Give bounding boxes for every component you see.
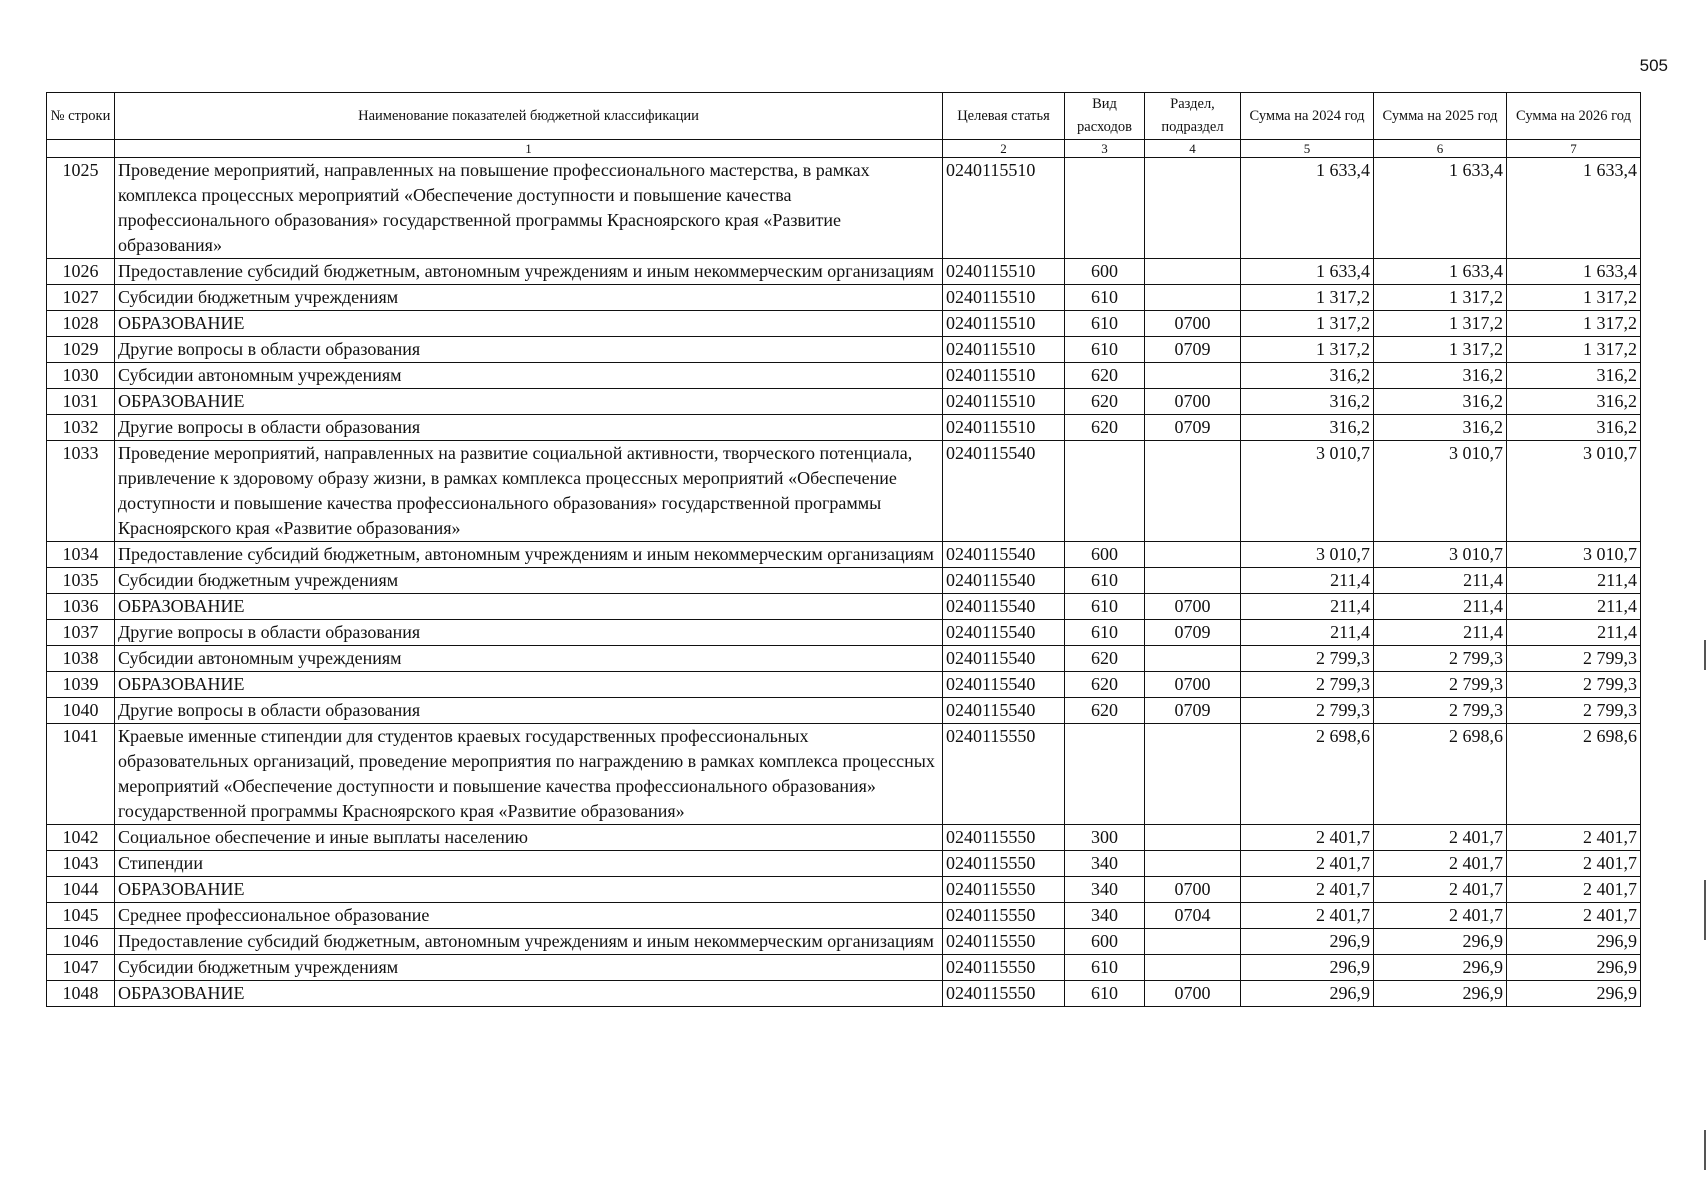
row-target-article: 0240115550	[943, 955, 1065, 981]
row-name: ОБРАЗОВАНИЕ	[115, 877, 943, 903]
row-sum-2025: 211,4	[1374, 594, 1507, 620]
row-number: 1029	[47, 337, 115, 363]
row-section	[1145, 441, 1241, 542]
row-sum-2025: 211,4	[1374, 620, 1507, 646]
row-sum-2024: 2 401,7	[1241, 851, 1374, 877]
row-expense-type: 600	[1065, 259, 1145, 285]
row-sum-2024: 211,4	[1241, 568, 1374, 594]
row-expense-type: 610	[1065, 337, 1145, 363]
row-section: 0709	[1145, 415, 1241, 441]
row-section	[1145, 646, 1241, 672]
row-section	[1145, 542, 1241, 568]
row-name: Субсидии бюджетным учреждениям	[115, 955, 943, 981]
row-sum-2026: 3 010,7	[1507, 542, 1641, 568]
table-row	[47, 158, 1641, 259]
table-body	[47, 158, 1641, 1007]
row-sum-2026: 1 317,2	[1507, 311, 1641, 337]
row-target-article: 0240115510	[943, 285, 1065, 311]
column-number: 5	[1241, 140, 1374, 158]
header-row-number: № строки	[47, 93, 115, 140]
row-expense-type: 610	[1065, 620, 1145, 646]
row-section: 0709	[1145, 620, 1241, 646]
row-number: 1041	[47, 724, 115, 825]
row-sum-2024: 1 633,4	[1241, 259, 1374, 285]
row-name: ОБРАЗОВАНИЕ	[115, 389, 943, 415]
table-row	[47, 311, 1641, 337]
row-sum-2024: 211,4	[1241, 620, 1374, 646]
row-sum-2024: 2 698,6	[1241, 724, 1374, 825]
table-row	[47, 285, 1641, 311]
row-sum-2024: 296,9	[1241, 955, 1374, 981]
header-sum-2026: Сумма на 2026 год	[1507, 93, 1641, 140]
row-sum-2026: 1 317,2	[1507, 285, 1641, 311]
row-expense-type: 620	[1065, 672, 1145, 698]
row-expense-type: 620	[1065, 389, 1145, 415]
header-target-article: Целевая статья	[943, 93, 1065, 140]
row-section	[1145, 851, 1241, 877]
table-row	[47, 259, 1641, 285]
table-row	[47, 981, 1641, 1007]
row-number: 1031	[47, 389, 115, 415]
row-sum-2026: 316,2	[1507, 389, 1641, 415]
row-sum-2025: 296,9	[1374, 929, 1507, 955]
row-sum-2024: 2 401,7	[1241, 903, 1374, 929]
row-sum-2024: 316,2	[1241, 363, 1374, 389]
row-target-article: 0240115550	[943, 825, 1065, 851]
row-sum-2026: 2 698,6	[1507, 724, 1641, 825]
row-section	[1145, 568, 1241, 594]
table-row	[47, 672, 1641, 698]
table-row	[47, 620, 1641, 646]
row-section	[1145, 955, 1241, 981]
row-name: Субсидии бюджетным учреждениям	[115, 285, 943, 311]
row-sum-2026: 296,9	[1507, 955, 1641, 981]
row-name: Другие вопросы в области образования	[115, 698, 943, 724]
row-target-article: 0240115540	[943, 542, 1065, 568]
row-sum-2025: 316,2	[1374, 415, 1507, 441]
row-expense-type: 340	[1065, 903, 1145, 929]
row-number: 1045	[47, 903, 115, 929]
column-number: 3	[1065, 140, 1145, 158]
row-expense-type: 610	[1065, 981, 1145, 1007]
row-sum-2025: 1 317,2	[1374, 311, 1507, 337]
row-name: Другие вопросы в области образования	[115, 337, 943, 363]
row-section	[1145, 825, 1241, 851]
row-number: 1042	[47, 825, 115, 851]
row-name: Проведение мероприятий, направленных на повышение профессионального мастерства, в рамках комплекса процессных мероприятий «Обеспечение доступности и повышение качества профессионального образования» государственной программы Красноярского края «Развитие образования»	[115, 158, 943, 259]
row-target-article: 0240115510	[943, 363, 1065, 389]
budget-table	[46, 92, 1641, 1007]
table-row	[47, 441, 1641, 542]
row-section: 0709	[1145, 698, 1241, 724]
row-section	[1145, 363, 1241, 389]
column-number-blank	[47, 140, 115, 158]
row-number: 1043	[47, 851, 115, 877]
row-name: Другие вопросы в области образования	[115, 415, 943, 441]
row-sum-2025: 2 401,7	[1374, 877, 1507, 903]
row-sum-2026: 211,4	[1507, 594, 1641, 620]
row-name: Субсидии автономным учреждениям	[115, 646, 943, 672]
row-number: 1033	[47, 441, 115, 542]
row-sum-2024: 1 317,2	[1241, 337, 1374, 363]
row-name: Предоставление субсидий бюджетным, автономным учреждениям и иным некоммерческим организациям	[115, 259, 943, 285]
row-number: 1046	[47, 929, 115, 955]
row-sum-2026: 3 010,7	[1507, 441, 1641, 542]
row-section: 0709	[1145, 337, 1241, 363]
row-target-article: 0240115550	[943, 929, 1065, 955]
header-sum-2025: Сумма на 2025 год	[1374, 93, 1507, 140]
row-sum-2026: 2 401,7	[1507, 877, 1641, 903]
row-section	[1145, 158, 1241, 259]
row-target-article: 0240115510	[943, 158, 1065, 259]
row-name: Стипендии	[115, 851, 943, 877]
column-numbers-row	[47, 140, 1641, 158]
row-sum-2024: 2 401,7	[1241, 825, 1374, 851]
row-name: Проведение мероприятий, направленных на развитие социальной активности, творческого потенциала, привлечение к здоровому образу жизни, в рамках комплекса процессных мероприятий «Обеспечение доступности и повышение качества профессионального образования» государственной программы Красноярского края «Развитие образования»	[115, 441, 943, 542]
row-expense-type	[1065, 158, 1145, 259]
row-section	[1145, 259, 1241, 285]
row-sum-2024: 296,9	[1241, 929, 1374, 955]
row-name: Предоставление субсидий бюджетным, автономным учреждениям и иным некоммерческим организациям	[115, 542, 943, 568]
row-expense-type: 620	[1065, 646, 1145, 672]
row-number: 1028	[47, 311, 115, 337]
table-row	[47, 724, 1641, 825]
row-target-article: 0240115550	[943, 903, 1065, 929]
row-target-article: 0240115510	[943, 389, 1065, 415]
row-sum-2025: 296,9	[1374, 981, 1507, 1007]
row-section: 0700	[1145, 311, 1241, 337]
table-header-row	[47, 93, 1641, 140]
header-name: Наименование показателей бюджетной классификации	[115, 93, 943, 140]
row-number: 1039	[47, 672, 115, 698]
row-expense-type: 610	[1065, 568, 1145, 594]
row-number: 1044	[47, 877, 115, 903]
column-number: 1	[115, 140, 943, 158]
row-expense-type	[1065, 724, 1145, 825]
row-sum-2026: 2 799,3	[1507, 698, 1641, 724]
table-row	[47, 955, 1641, 981]
row-sum-2025: 2 401,7	[1374, 903, 1507, 929]
row-sum-2024: 2 799,3	[1241, 672, 1374, 698]
row-expense-type: 610	[1065, 955, 1145, 981]
row-name: Краевые именные стипендии для студентов краевых государственных профессиональных образовательных организаций, проведение мероприятия по награждению в рамках комплекса процессных мероприятий «Обеспечение доступности и повышение качества профессионального образования» государственной программы Красноярского края «Развитие образования»	[115, 724, 943, 825]
row-sum-2025: 1 317,2	[1374, 337, 1507, 363]
column-number: 2	[943, 140, 1065, 158]
table-row	[47, 389, 1641, 415]
header-section: Раздел, подраздел	[1145, 93, 1241, 140]
row-sum-2025: 1 633,4	[1374, 158, 1507, 259]
row-sum-2025: 316,2	[1374, 363, 1507, 389]
row-name: Социальное обеспечение и иные выплаты населению	[115, 825, 943, 851]
row-number: 1035	[47, 568, 115, 594]
row-sum-2026: 2 401,7	[1507, 851, 1641, 877]
row-target-article: 0240115510	[943, 337, 1065, 363]
row-number: 1040	[47, 698, 115, 724]
row-sum-2025: 1 633,4	[1374, 259, 1507, 285]
row-sum-2026: 2 799,3	[1507, 646, 1641, 672]
row-sum-2025: 2 401,7	[1374, 851, 1507, 877]
row-sum-2024: 2 799,3	[1241, 646, 1374, 672]
row-target-article: 0240115540	[943, 646, 1065, 672]
row-sum-2026: 1 633,4	[1507, 158, 1641, 259]
row-expense-type: 610	[1065, 594, 1145, 620]
row-expense-type: 340	[1065, 851, 1145, 877]
row-sum-2024: 316,2	[1241, 389, 1374, 415]
row-sum-2025: 2 799,3	[1374, 646, 1507, 672]
row-number: 1032	[47, 415, 115, 441]
row-section: 0700	[1145, 672, 1241, 698]
row-sum-2026: 1 317,2	[1507, 337, 1641, 363]
row-sum-2025: 3 010,7	[1374, 542, 1507, 568]
row-expense-type: 620	[1065, 363, 1145, 389]
row-section: 0700	[1145, 981, 1241, 1007]
row-target-article: 0240115540	[943, 672, 1065, 698]
row-sum-2026: 2 401,7	[1507, 903, 1641, 929]
row-sum-2025: 3 010,7	[1374, 441, 1507, 542]
row-target-article: 0240115550	[943, 877, 1065, 903]
row-number: 1038	[47, 646, 115, 672]
row-sum-2025: 2 799,3	[1374, 698, 1507, 724]
table-row	[47, 542, 1641, 568]
column-number: 4	[1145, 140, 1241, 158]
row-sum-2024: 1 317,2	[1241, 311, 1374, 337]
row-section	[1145, 724, 1241, 825]
row-sum-2025: 296,9	[1374, 955, 1507, 981]
row-target-article: 0240115550	[943, 851, 1065, 877]
row-target-article: 0240115510	[943, 311, 1065, 337]
row-sum-2024: 1 317,2	[1241, 285, 1374, 311]
row-name: ОБРАЗОВАНИЕ	[115, 594, 943, 620]
row-sum-2026: 296,9	[1507, 929, 1641, 955]
row-target-article: 0240115550	[943, 981, 1065, 1007]
row-sum-2026: 211,4	[1507, 620, 1641, 646]
page-number: 505	[1639, 56, 1668, 75]
column-number: 6	[1374, 140, 1507, 158]
row-sum-2026: 2 401,7	[1507, 825, 1641, 851]
row-expense-type: 340	[1065, 877, 1145, 903]
row-sum-2026: 316,2	[1507, 363, 1641, 389]
row-name: ОБРАЗОВАНИЕ	[115, 311, 943, 337]
header-sum-2024: Сумма на 2024 год	[1241, 93, 1374, 140]
table-row	[47, 415, 1641, 441]
table-row	[47, 698, 1641, 724]
row-expense-type: 610	[1065, 285, 1145, 311]
row-sum-2024: 211,4	[1241, 594, 1374, 620]
row-name: Другие вопросы в области образования	[115, 620, 943, 646]
row-sum-2025: 1 317,2	[1374, 285, 1507, 311]
row-sum-2024: 296,9	[1241, 981, 1374, 1007]
row-sum-2024: 3 010,7	[1241, 441, 1374, 542]
row-section: 0700	[1145, 877, 1241, 903]
column-number: 7	[1507, 140, 1641, 158]
row-target-article: 0240115540	[943, 594, 1065, 620]
row-target-article: 0240115540	[943, 441, 1065, 542]
row-target-article: 0240115510	[943, 415, 1065, 441]
row-number: 1026	[47, 259, 115, 285]
header-expense-type: Вид расходов	[1065, 93, 1145, 140]
table-row	[47, 903, 1641, 929]
row-sum-2024: 1 633,4	[1241, 158, 1374, 259]
row-sum-2026: 211,4	[1507, 568, 1641, 594]
row-number: 1037	[47, 620, 115, 646]
row-sum-2024: 2 401,7	[1241, 877, 1374, 903]
row-sum-2026: 316,2	[1507, 415, 1641, 441]
row-target-article: 0240115550	[943, 724, 1065, 825]
row-number: 1034	[47, 542, 115, 568]
row-number: 1047	[47, 955, 115, 981]
row-name: ОБРАЗОВАНИЕ	[115, 981, 943, 1007]
row-section: 0700	[1145, 389, 1241, 415]
row-expense-type: 610	[1065, 311, 1145, 337]
row-sum-2025: 2 401,7	[1374, 825, 1507, 851]
table-row	[47, 646, 1641, 672]
row-sum-2025: 2 698,6	[1374, 724, 1507, 825]
row-target-article: 0240115510	[943, 259, 1065, 285]
row-sum-2024: 316,2	[1241, 415, 1374, 441]
table-row	[47, 929, 1641, 955]
row-sum-2026: 2 799,3	[1507, 672, 1641, 698]
row-expense-type: 600	[1065, 542, 1145, 568]
table-row	[47, 594, 1641, 620]
table-row	[47, 877, 1641, 903]
row-expense-type	[1065, 441, 1145, 542]
row-target-article: 0240115540	[943, 620, 1065, 646]
row-target-article: 0240115540	[943, 698, 1065, 724]
row-section: 0704	[1145, 903, 1241, 929]
row-expense-type: 620	[1065, 698, 1145, 724]
row-target-article: 0240115540	[943, 568, 1065, 594]
row-number: 1025	[47, 158, 115, 259]
row-section	[1145, 285, 1241, 311]
row-sum-2026: 1 633,4	[1507, 259, 1641, 285]
table-row	[47, 825, 1641, 851]
table-row	[47, 337, 1641, 363]
row-name: Субсидии бюджетным учреждениям	[115, 568, 943, 594]
row-sum-2025: 2 799,3	[1374, 672, 1507, 698]
table-row	[47, 363, 1641, 389]
row-sum-2024: 2 799,3	[1241, 698, 1374, 724]
row-name: Среднее профессиональное образование	[115, 903, 943, 929]
row-sum-2025: 316,2	[1374, 389, 1507, 415]
row-sum-2026: 296,9	[1507, 981, 1641, 1007]
table-row	[47, 851, 1641, 877]
table-row	[47, 568, 1641, 594]
row-section: 0700	[1145, 594, 1241, 620]
row-sum-2024: 3 010,7	[1241, 542, 1374, 568]
row-name: Субсидии автономным учреждениям	[115, 363, 943, 389]
row-expense-type: 620	[1065, 415, 1145, 441]
row-number: 1030	[47, 363, 115, 389]
row-sum-2025: 211,4	[1374, 568, 1507, 594]
row-number: 1027	[47, 285, 115, 311]
row-number: 1048	[47, 981, 115, 1007]
row-expense-type: 300	[1065, 825, 1145, 851]
row-name: ОБРАЗОВАНИЕ	[115, 672, 943, 698]
row-number: 1036	[47, 594, 115, 620]
row-section	[1145, 929, 1241, 955]
row-name: Предоставление субсидий бюджетным, автономным учреждениям и иным некоммерческим организациям	[115, 929, 943, 955]
row-expense-type: 600	[1065, 929, 1145, 955]
